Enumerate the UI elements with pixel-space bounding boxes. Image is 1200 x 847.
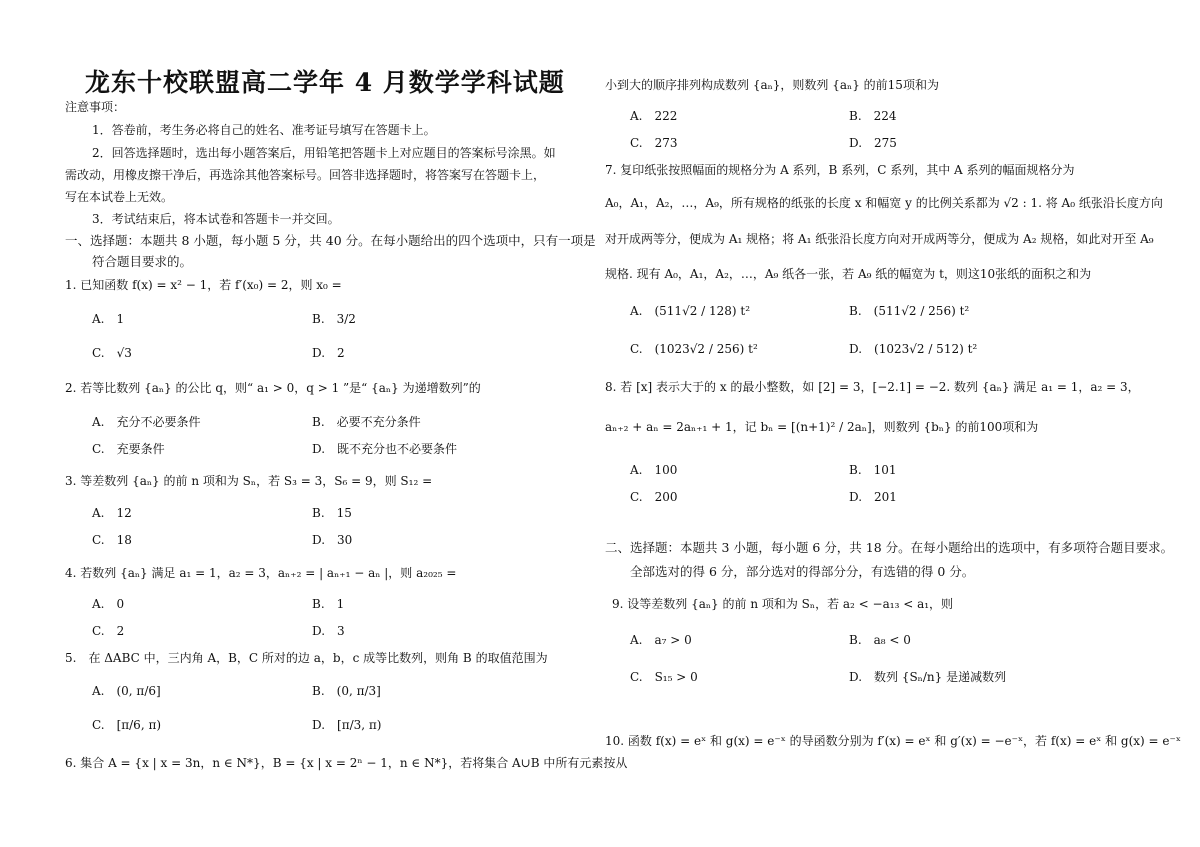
question-3-option-c: C. 18 (92, 533, 132, 547)
question-7-option-c: C. (1023√2 / 256) t² (630, 342, 758, 356)
question-5-stem: 5. 在 ΔABC 中，三内角 A，B，C 所对的边 a，b，c 成等比数列，则角 B 的取值范围为 (65, 651, 548, 665)
question-8-option-a: A. 100 (630, 463, 678, 477)
question-8-option-b: B. 101 (849, 463, 897, 477)
question-9-stem: 9. 设等差数列 {aₙ} 的前 n 项和为 Sₙ，若 a₂ < −a₁₃ < a₁，则 (612, 597, 954, 611)
notice-item: 1．答卷前，考生务必将自己的姓名、准考证号填写在答题卡上。 (92, 123, 436, 137)
question-8-stem: 8. 若 [x] 表示大于的 x 的最小整数，如 [2] = 3，[−2.1] = −2. 数列 {aₙ} 满足 a₁ = 1，a₂ = 3， (605, 380, 1140, 394)
question-1-option-c: C. √3 (92, 346, 132, 360)
question-5-option-c: C. [π/6, π) (92, 718, 162, 732)
section2-heading-cont: 全部选对的得 6 分，部分选对的得部分分，有选错的得 0 分。 (630, 564, 975, 579)
notice-item: 2．回答选择题时，选出每小题答案后，用铅笔把答题卡上对应题目的答案标号涂黑。如 (92, 146, 556, 160)
question-2-option-a: A. 充分不必要条件 (92, 415, 201, 429)
question-4-option-b: B. 1 (312, 597, 345, 611)
question-10-stem: 10. 函数 f(x) = eˣ 和 g(x) = e⁻ˣ 的导函数分别为 f′(x) = eˣ 和 g′(x) = −e⁻ˣ，若 f(x) = eˣ 和 g(x) = e⁻ˣ (605, 734, 1181, 748)
question-2-option-b: B. 必要不充分条件 (312, 415, 421, 429)
question-8-option-d: D. 201 (849, 490, 897, 504)
question-1-option-d: D. 2 (312, 346, 345, 360)
question-9-option-b: B. a₈ < 0 (849, 633, 911, 647)
section1-heading-cont: 符合题目要求的。 (92, 254, 193, 269)
question-8-stem-line2: aₙ₊₂ + aₙ = 2aₙ₊₁ + 1，记 bₙ = [(n+1)² / 2aₙ]，则数列 {bₙ} 的前100项和为 (605, 420, 1039, 434)
question-8-option-c: C. 200 (630, 490, 678, 504)
question-2-option-d: D. 既不充分也不必要条件 (312, 442, 458, 456)
question-4-option-c: C. 2 (92, 624, 125, 638)
question-1-option-b: B. 3/2 (312, 312, 356, 326)
question-7-option-b: B. (511√2 / 256) t² (849, 304, 970, 318)
question-7-option-d: D. (1023√2 / 512) t² (849, 342, 978, 356)
question-3-option-d: D. 30 (312, 533, 353, 547)
question-6-stem-cont: 小到大的顺序排列构成数列 {aₙ}，则数列 {aₙ} 的前15项和为 (605, 78, 939, 92)
notice-item: 写在本试卷上无效。 (65, 190, 174, 204)
question-5-option-a: A. (0, π/6] (92, 684, 161, 698)
question-7-stem-line3: 对开成两等分，便成为 A₁ 规格；将 A₁ 纸张沿长度方向对开成两等分，便成为 A₂ 规格，如此对开至 A₉ (605, 232, 1154, 246)
question-4-option-d: D. 3 (312, 624, 345, 638)
question-6-stem: 6. 集合 A = {x | x = 3n，n ∈ N*}，B = {x | x = 2ⁿ − 1，n ∈ N*}，若将集合 A∪B 中所有元素按从 (65, 756, 628, 770)
question-7-stem-line2: A₀，A₁，A₂，…，A₉，所有规格的纸张的长度 x 和幅宽 y 的比例关系都为 √2 : 1. 将 A₀ 纸张沿长度方向 (605, 196, 1163, 210)
question-6-option-b: B. 224 (849, 109, 897, 123)
question-9-option-c: C. S₁₅ > 0 (630, 670, 698, 684)
question-9-option-a: A. a₇ > 0 (630, 633, 692, 647)
question-1-option-a: A. 1 (92, 312, 125, 326)
question-3-stem: 3. 等差数列 {aₙ} 的前 n 项和为 Sₙ，若 S₃ = 3，S₆ = 9，则 S₁₂ = (65, 474, 433, 488)
question-4-stem: 4. 若数列 {aₙ} 满足 a₁ = 1，a₂ = 3，aₙ₊₂ = | aₙ₊₁ − aₙ |，则 a₂₀₂₅ = (65, 566, 457, 580)
notice-item: 3．考试结束后，将本试卷和答题卡一并交回。 (92, 212, 340, 226)
question-7-option-a: A. (511√2 / 128) t² (630, 304, 751, 318)
question-1-stem: 1. 已知函数 f(x) = x² − 1，若 f′(x₀) = 2，则 x₀ = (65, 278, 342, 292)
notice-heading: 注意事项： (65, 100, 126, 114)
exam-title: 龙东十校联盟高二学年 4 月数学学科试题 (85, 68, 565, 97)
question-6-option-c: C. 273 (630, 136, 678, 150)
question-2-stem: 2. 若等比数列 {aₙ} 的公比 q，则“ a₁ > 0，q > 1 ”是“ {aₙ} 为递增数列”的 (65, 381, 481, 395)
question-5-option-b: B. (0, π/3] (312, 684, 381, 698)
question-7-stem: 7. 复印纸张按照幅面的规格分为 A 系列，B 系列，C 系列，其中 A 系列的幅面规格分为 (605, 163, 1075, 177)
question-3-option-a: A. 12 (92, 506, 132, 520)
notice-item: 需改动，用橡皮擦干净后，再选涂其他答案标号。回答非选择题时，将答案写在答题卡上， (65, 168, 546, 182)
section1-heading: 一、选择题：本题共 8 小题，每小题 5 分，共 40 分。在每小题给出的四个选项中，只有一项是 (65, 233, 596, 248)
question-5-option-d: D. [π/3, π) (312, 718, 382, 732)
question-9-option-d: D. 数列 {Sₙ/n} 是递减数列 (849, 670, 1007, 684)
question-6-option-a: A. 222 (630, 109, 678, 123)
question-2-option-c: C. 充要条件 (92, 442, 165, 456)
question-6-option-d: D. 275 (849, 136, 897, 150)
question-4-option-a: A. 0 (92, 597, 125, 611)
question-3-option-b: B. 15 (312, 506, 352, 520)
section2-heading: 二、选择题：本题共 3 小题，每小题 6 分，共 18 分。在每小题给出的选项中，有多项符合题目要求。 (605, 540, 1174, 555)
question-7-stem-line4: 规格. 现有 A₀，A₁，A₂，…，A₉ 纸各一张，若 A₉ 纸的幅宽为 t，则这10张纸的面积之和为 (605, 267, 1092, 281)
